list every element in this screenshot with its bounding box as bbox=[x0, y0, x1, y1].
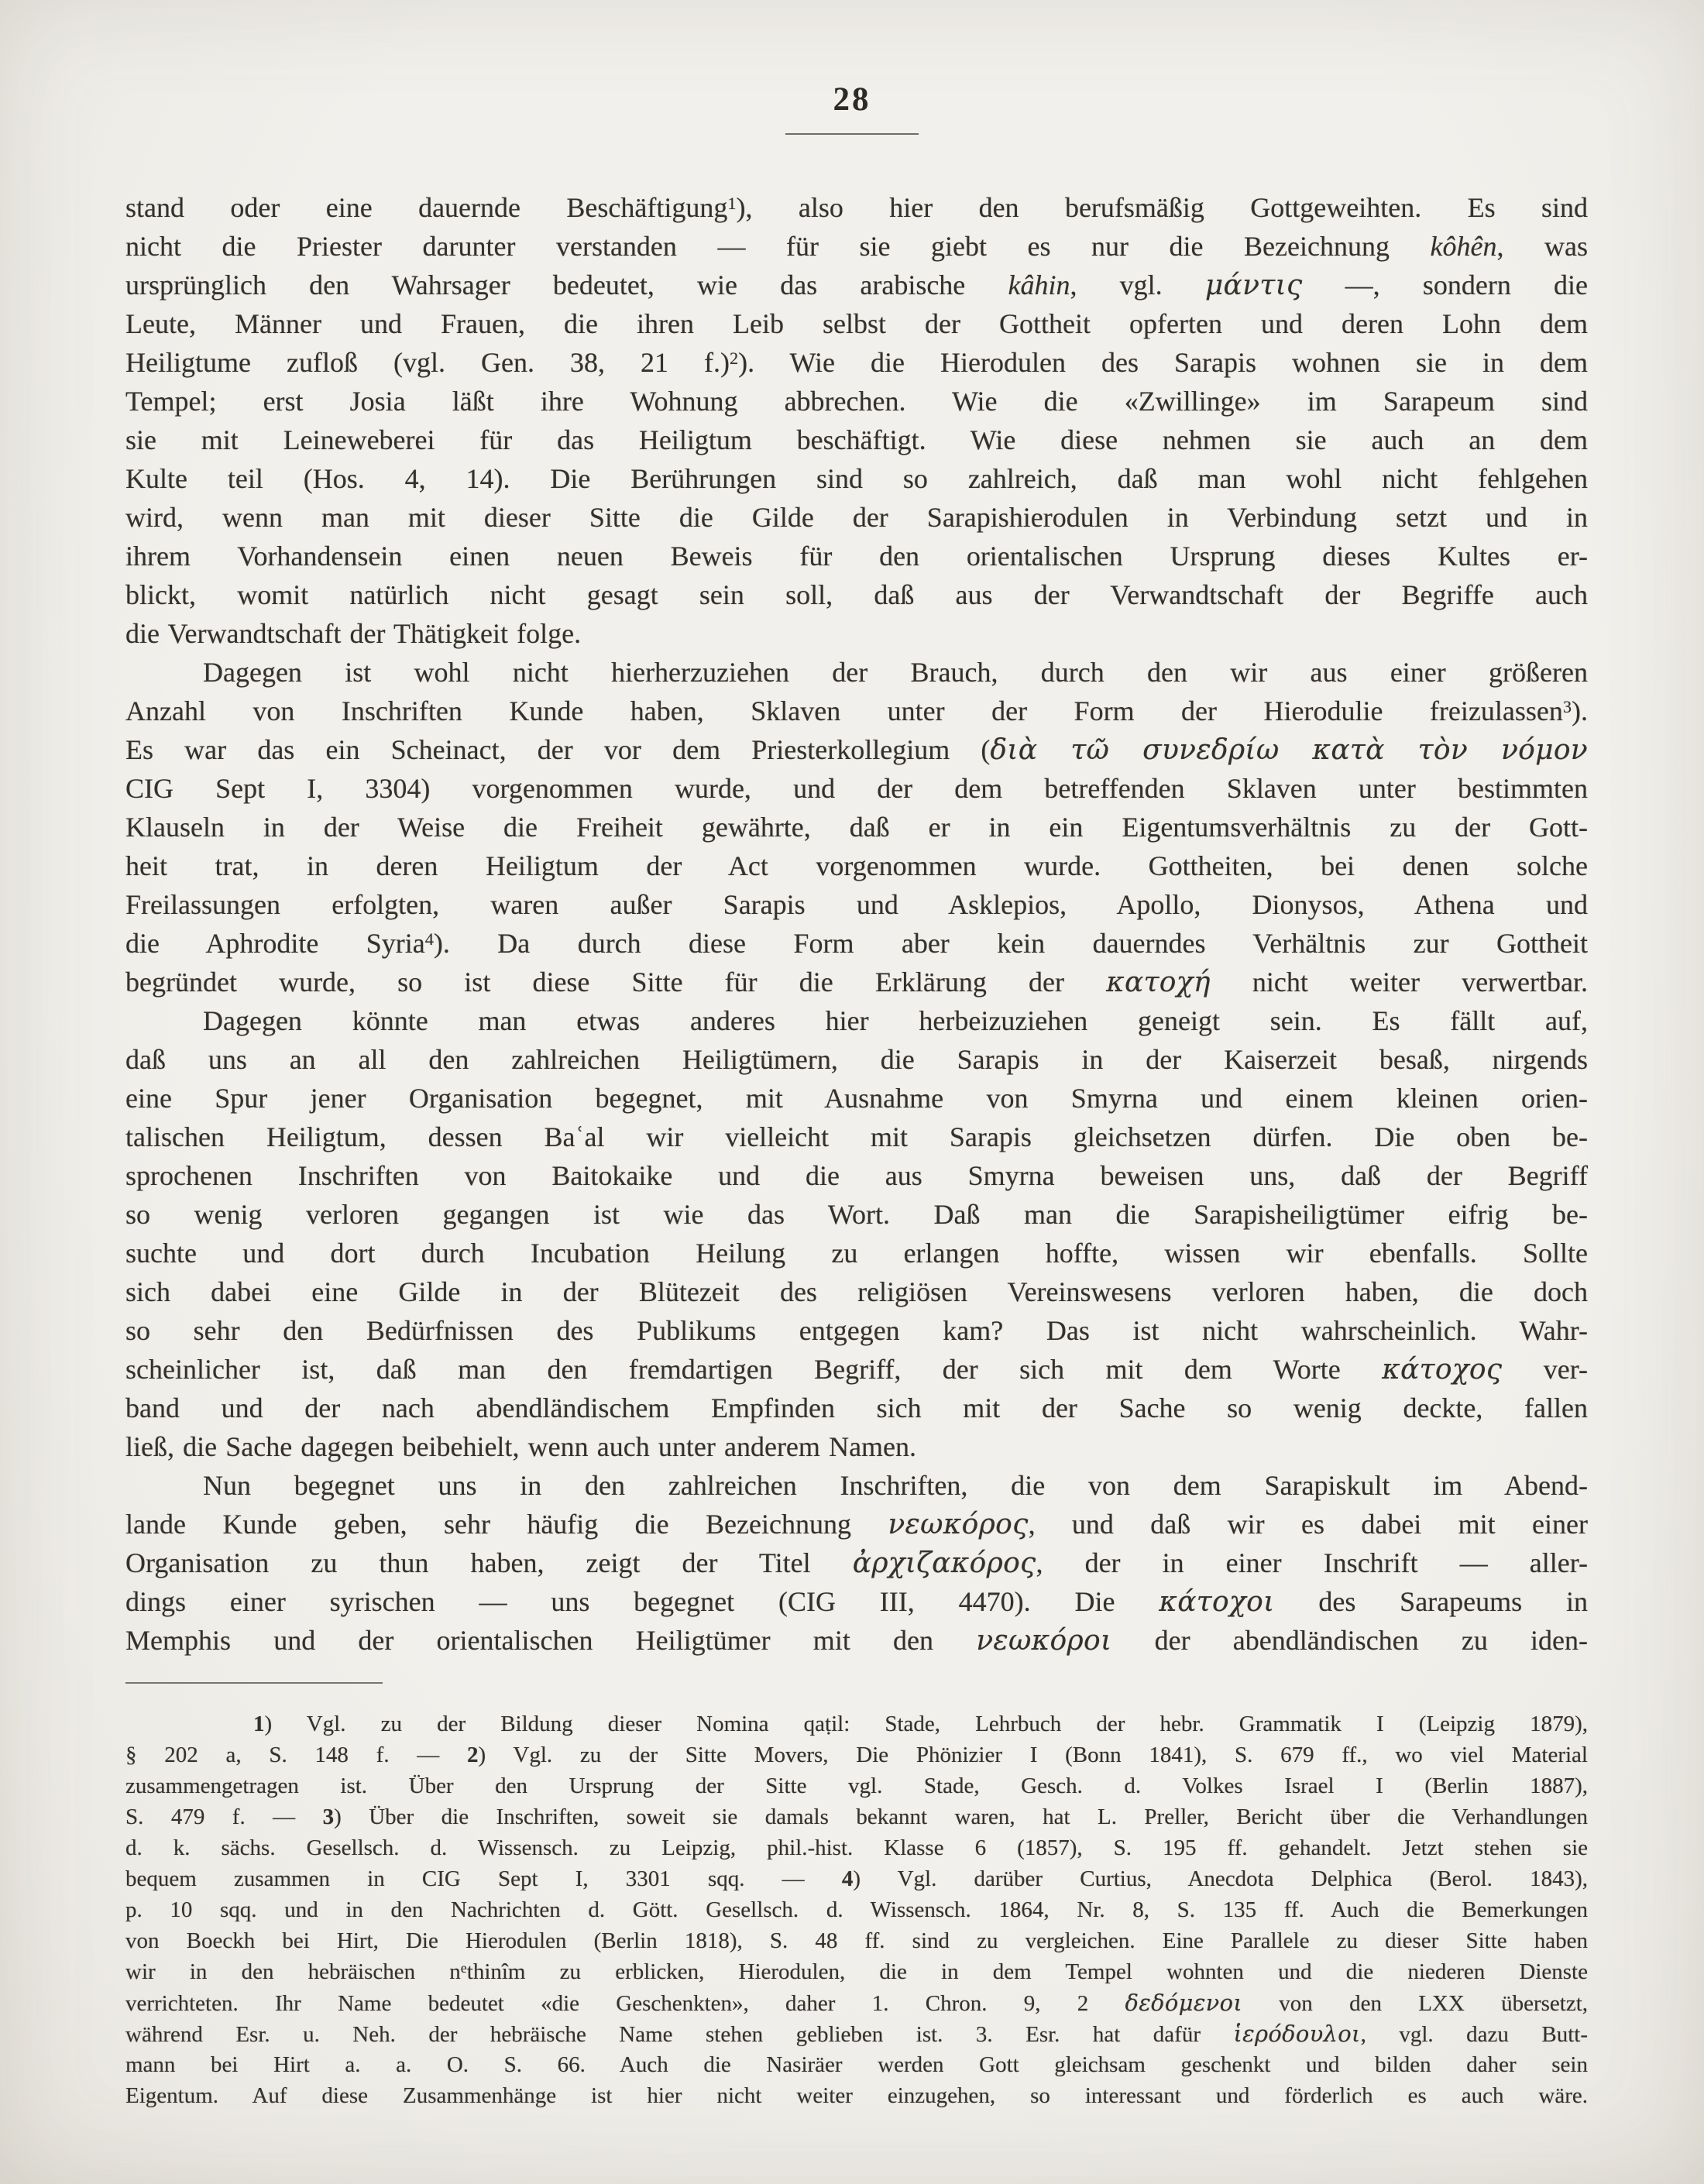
greek-term: κάτοχος bbox=[1382, 1354, 1503, 1386]
text-line: die Aphrodite Syria$^4$). Da durch diese Form aber kein dauerndes Verhältnis zur Gottheit bbox=[125, 928, 1588, 959]
footnote-number: 3 bbox=[322, 1805, 335, 1829]
text-line: die Verwandtschaft der Thätigkeit folge. bbox=[125, 618, 582, 649]
text-line: bequem zusammen in CIG Sept I, 3301 sqq. — 4) Vgl. darüber Curtius, Anecdota Delphica (Berol. 1843), bbox=[125, 1866, 1588, 1891]
text-line: Dagegen könnte man etwas anderes hier herbeizuziehen geneigt sein. Es fällt auf, bbox=[203, 1005, 1588, 1036]
paragraph-4 bbox=[125, 1466, 1588, 1660]
greek-term: ἱερόδουλοι bbox=[1233, 2021, 1361, 2047]
greek-term: νεωκόροι bbox=[976, 1625, 1112, 1657]
footnote-number: 2 bbox=[467, 1743, 479, 1767]
superscript-ref: 2 bbox=[729, 348, 739, 368]
footnote-number: 4 bbox=[841, 1866, 854, 1891]
text-line: 1) Vgl. zu der Bildung dieser Nomina qaṭil: Stade, Lehrbuch der hebr. Grammatik I (Leipzig 1879), bbox=[253, 1712, 1588, 1736]
text-line: Nun begegnet uns in den zahlreichen Inschriften, die von dem Sarapiskult im Abend- bbox=[203, 1470, 1588, 1501]
paragraph-2 bbox=[125, 653, 1588, 1001]
greek-term: ἀρχιζακόρος bbox=[852, 1547, 1036, 1579]
text-line: wir in den hebräischen $n^ethinîm$ zu erblicken, Hierodulen, die in dem Tempel wohnten und die niederen Dienste bbox=[125, 1959, 1588, 1984]
text-line: § 202 a, S. 148 f. — 2) Vgl. zu der Sitte Movers, Die Phönizier I (Bonn 1841), S. 679 ff., wo viel Material bbox=[125, 1743, 1588, 1767]
superscript-ref: 3 bbox=[1562, 696, 1572, 716]
greek-term: δεδόμενοι bbox=[1125, 1990, 1243, 2016]
text-line: Freilassungen erfolgten, waren außer Sarapis und Asklepios, Apollo, Dionysos, Athena und bbox=[125, 889, 1588, 920]
text-line: sprochenen Inschriften von Baitokaike und die aus Smyrna beweisen uns, daß der Begriff bbox=[125, 1160, 1588, 1191]
text-line: mann bei Hirt a. a. O. S. 66. Auch die Nasiräer werden Gott gleichsam geschenkt und bilden daher sein bbox=[125, 2052, 1588, 2077]
paragraph-1 bbox=[125, 188, 1588, 653]
text-line: begründet wurde, so ist diese Sitte für die Erklärung der κατοχή nicht weiter verwertbar. bbox=[125, 967, 1588, 998]
text-line: Eigentum. Auf diese Zusammenhänge ist hier nicht weiter einzugehen, so interessant und förderlich es auch wäre. bbox=[125, 2083, 1588, 2108]
text-line: band und der nach abendländischem Empfinden sich mit der Sache so wenig deckte, fallen bbox=[125, 1392, 1588, 1423]
text-line: lande Kunde geben, sehr häufig die Bezeichnung νεωκόρος, und daß wir es dabei mit einer bbox=[125, 1509, 1588, 1540]
page-number: 28 bbox=[833, 81, 871, 118]
greek-term: μάντις bbox=[1204, 270, 1303, 301]
footnotes bbox=[125, 1708, 1588, 2111]
greek-term: κατοχή bbox=[1106, 967, 1211, 998]
text-line: Heiligtume zufloß (vgl. Gen. 38, 21 f.)$^2$). Wie die Hierodulen des Sarapis wohnen sie in dem bbox=[125, 347, 1588, 378]
text-line: scheinlicher ist, daß man den fremdartigen Begriff, der sich mit dem Worte κάτοχος ver- bbox=[125, 1354, 1588, 1386]
text-line: zusammengetragen ist. Über den Ursprung der Sitte vgl. Stade, Gesch. d. Volkes Israel I (Berlin 1887), bbox=[125, 1774, 1588, 1798]
text-line: Tempel; erst Josia läßt ihre Wohnung abbrechen. Wie die «Zwillinge» im Sarapeum sind bbox=[125, 386, 1588, 417]
text-line: sich dabei eine Gilde in der Blütezeit des religiösen Vereinswesens verloren haben, die doch bbox=[125, 1276, 1588, 1307]
text-line: wird, wenn man mit dieser Sitte die Gilde der Sarapishierodulen in Verbindung setzt und in bbox=[125, 502, 1588, 533]
footnote-separator-rule bbox=[125, 1682, 383, 1684]
text-line: Dagegen ist wohl nicht hierherzuziehen der Brauch, durch den wir aus einer größeren bbox=[203, 657, 1588, 688]
text-line: Kulte teil (Hos. 4, 14). Die Berührungen sind so zahlreich, daß man wohl nicht fehlgehen bbox=[125, 463, 1588, 494]
text-line: sie mit Leineweberei für das Heiligtum beschäftigt. Wie diese nehmen sie auch an dem bbox=[125, 424, 1588, 455]
paragraph-3 bbox=[125, 1001, 1588, 1466]
text-line: ihrem Vorhandensein einen neuen Beweis für den orientalischen Ursprung dieses Kultes er- bbox=[125, 541, 1588, 572]
greek-term: κάτοχοι bbox=[1159, 1586, 1275, 1618]
greek-term: διὰ τῶ συνεδρίω κατὰ τὸν νόμον bbox=[990, 734, 1588, 766]
footnote-number: 1 bbox=[253, 1712, 265, 1736]
text-line: so sehr den Bedürfnissen des Publikums entgegen kam? Das ist nicht wahrscheinlich. Wahr- bbox=[125, 1315, 1588, 1346]
text-line: p. 10 sqq. und in den Nachrichten d. Gött. Gesellsch. d. Wissensch. 1864, Nr. 8, S. 135 ff. Auch die Bemerkungen bbox=[125, 1897, 1588, 1922]
body-text bbox=[125, 188, 1588, 1660]
text-line: eine Spur jener Organisation begegnet, mit Ausnahme von Smyrna und einem kleinen orien- bbox=[125, 1083, 1588, 1114]
text-line: blickt, womit natürlich nicht gesagt sein soll, daß aus der Verwandtschaft der Begriffe auch bbox=[125, 579, 1588, 610]
text-line: verrichteten. Ihr Name bedeutet «die Geschenkten», daher 1. Chron. 9, 2 δεδόμενοι von den LXX übersetzt, bbox=[125, 1990, 1589, 2016]
italic-term: kâhin bbox=[1008, 270, 1070, 300]
text-line: d. k. sächs. Gesellsch. d. Wissensch. zu Leipzig, phil.-hist. Klasse 6 (1857), S. 195 ff. gehandelt. Jetzt stehen sie bbox=[125, 1835, 1588, 1860]
text-line: ursprünglich den Wahrsager bedeutet, wie das arabische kâhin, vgl. μάντις —, sondern die bbox=[125, 270, 1588, 301]
text-line: S. 479 f. — 3) Über die Inschriften, soweit sie damals bekannt waren, hat L. Preller, Bericht über die Verhandlungen bbox=[125, 1805, 1588, 1829]
text-line: stand oder eine dauernde Beschäftigung$^1$), also hier den berufsmäßig Gottgeweihten. Es sind bbox=[125, 192, 1588, 223]
superscript-ref: 4 bbox=[424, 929, 434, 949]
text-line: ließ, die Sache dagegen beibehielt, wenn auch unter anderem Namen. bbox=[125, 1431, 917, 1462]
text-line: nicht die Priester darunter verstanden — für sie giebt es nur die Bezeichnung kôhên, was bbox=[125, 231, 1588, 262]
text-line: von Boeckh bei Hirt, Die Hierodulen (Berlin 1818), S. 48 ff. sind zu vergleichen. Eine Parallele zu dieser Sitte haben bbox=[125, 1928, 1588, 1953]
superscript-ref: e bbox=[460, 1959, 467, 1976]
text-line: dings einer syrischen — uns begegnet (CIG III, 4470). Die κάτοχοι des Sarapeums in bbox=[125, 1586, 1588, 1618]
text-line: Es war das ein Scheinact, der vor dem Priesterkollegium (διὰ τῶ συνεδρίω κατὰ τὸν νόμον bbox=[125, 734, 1588, 766]
text-line: heit trat, in deren Heiligtum der Act vorgenommen wurde. Gottheiten, bei denen solche bbox=[125, 850, 1588, 881]
text-line: suchte und dort durch Incubation Heilung zu erlangen hoffte, wissen wir ebenfalls. Sollte bbox=[125, 1238, 1588, 1269]
text-line: CIG Sept I, 3304) vorgenommen wurde, und der dem betreffenden Sklaven unter bestimmten bbox=[125, 773, 1588, 804]
text-line: so wenig verloren gegangen ist wie das Wort. Daß man die Sarapisheiligtümer eifrig be- bbox=[125, 1199, 1588, 1230]
text-line: Memphis und der orientalischen Heiligtümer mit den νεωκόροι der abendländischen zu iden- bbox=[125, 1625, 1588, 1657]
greek-term: νεωκόρος bbox=[888, 1509, 1029, 1540]
text-line: Organisation zu thun haben, zeigt der Titel ἀρχιζακόρος, der in einer Inschrift — aller- bbox=[125, 1547, 1588, 1579]
text-line: Anzahl von Inschriften Kunde haben, Sklaven unter der Form der Hierodulie freizulassen$^3$). bbox=[125, 695, 1588, 726]
italic-term: kôhên bbox=[1430, 231, 1497, 262]
text-line: Leute, Männer und Frauen, die ihren Leib selbst der Gottheit opferten und deren Lohn dem bbox=[125, 308, 1588, 339]
text-line: während Esr. u. Neh. der hebräische Name stehen geblieben ist. 3. Esr. hat dafür ἱερόδουλοι, vgl. dazu Butt- bbox=[125, 2021, 1588, 2047]
footnote-paragraph bbox=[125, 1708, 1588, 2111]
text-line: daß uns an all den zahlreichen Heiligtümern, die Sarapis in der Kaiserzeit besaß, nirgends bbox=[125, 1044, 1588, 1075]
superscript-ref: 1 bbox=[727, 193, 737, 213]
text-line: talischen Heiligtum, dessen Baʿal wir vielleicht mit Sarapis gleichsetzen dürfen. Die oben be- bbox=[125, 1121, 1588, 1152]
text-line: Klauseln in der Weise die Freiheit gewährte, daß er in ein Eigentumsverhältnis zu der Gott- bbox=[125, 812, 1588, 843]
page-number-rule bbox=[785, 133, 919, 135]
